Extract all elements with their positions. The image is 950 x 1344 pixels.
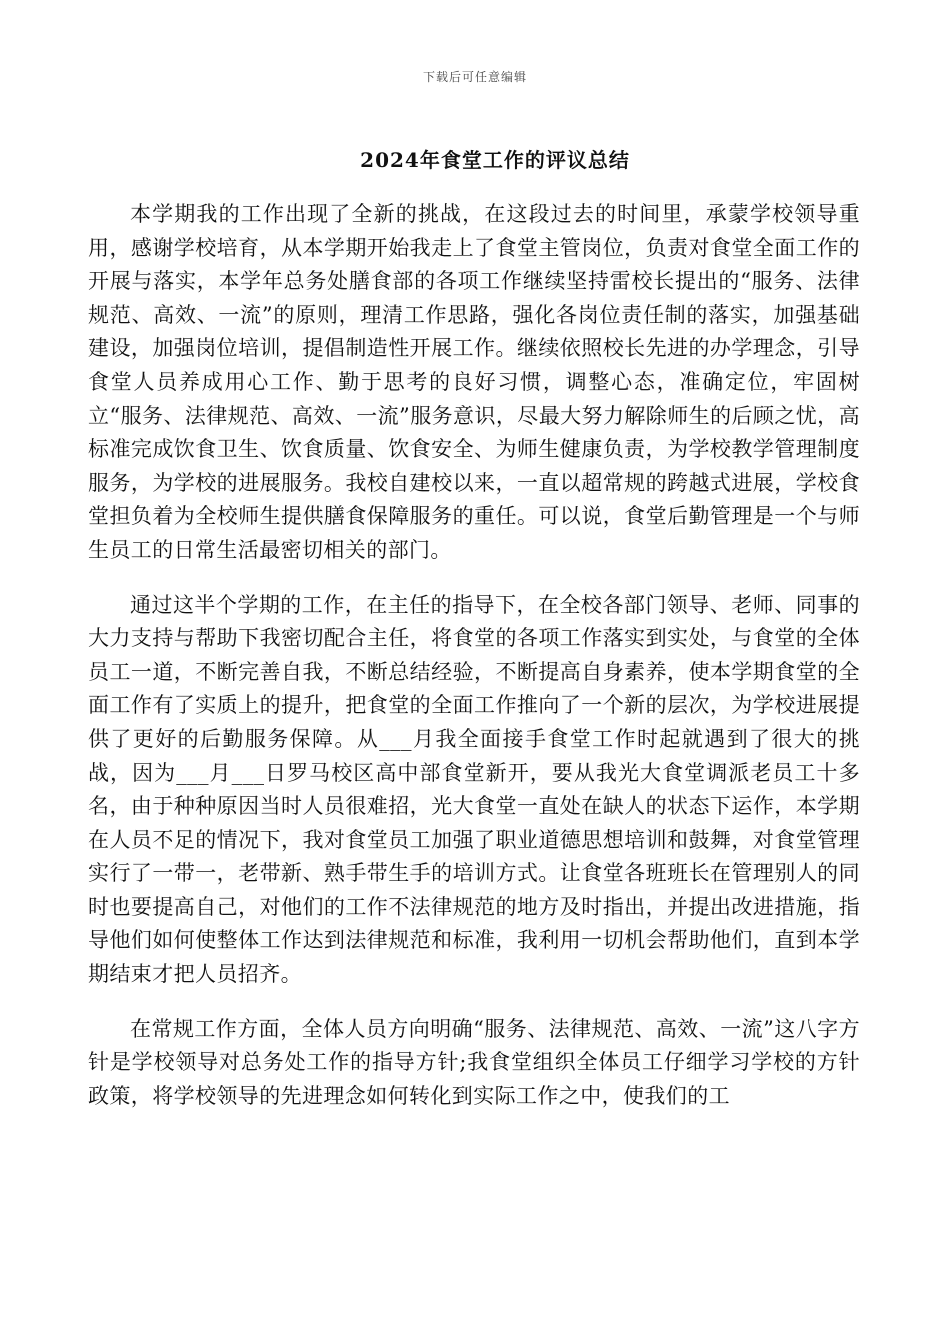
paragraph: 通过这半个学期的工作，在主任的指导下，在全校各部门领导、老师、同事的大力支持与帮助下我密切配合主任，将食堂的各项工作落实到实处，与食堂的全体员工一道，不断完善自我，不断总结经验，不断提高自身素养，使本学期食堂的全面工作有了实质上的提升，把食堂的全面工作推向了一个新的层次，为学校进展提供了更好的后勤服务保障。从___月我全面接手食堂工作时起就遇到了很大的挑战，因为___月___日罗马校区高中部食堂新开，要从我光大食堂调派老员工十多名，由于种种原因当时人员很难招，光大食堂一直处在缺人的状态下运作，本学期在人员不足的情况下，我对食堂员工加强了职业道德思想培训和鼓舞，对食堂管理实行了一带一，老带新、熟手带生手的培训方式。让食堂各班班长在管理别人的同时也要提高自己，对他们的工作不法律规范的地方及时指出，并提出改进措施，指导他们如何使整体工作达到法律规范和标准，我利用一切机会帮助他们，直到本学期结束才把人员招齐。 [88,592,860,987]
paragraph: 本学期我的工作出现了全新的挑战，在这段过去的时间里，承蒙学校领导重用，感谢学校培育，从本学期开始我走上了食堂主管岗位，负责对食堂全面工作的开展与落实，本学年总务处膳食部的各项工作继续坚持雷校长提出的“服务、法律规范、高效、一流”的原则，理清工作思路，强化各岗位责任制的落实，加强基础建设，加强岗位培训，提倡制造性开展工作。继续依照校长先进的办学理念，引导食堂人员养成用心工作、勤于思考的良好习惯，调整心态，准确定位，牢固树立“服务、法律规范、高效、一流”服务意识，尽最大努力解除师生的后顾之忧，高标准完成饮食卫生、饮食质量、饮食安全、为师生健康负责，为学校教学管理制度服务，为学校的进展服务。我校自建校以来，一直以超常规的跨越式进展，学校食堂担负着为全校师生提供膳食保障服务的重任。可以说，食堂后勤管理是一个与师生员工的日常生活最密切相关的部门。 [88,202,860,562]
header-note: 下载后可任意编辑 [422,70,527,84]
document-title: 2024年食堂工作的评议总结 [360,148,630,172]
document-body [88,198,860,1133]
paragraph: 在常规工作方面，全体人员方向明确“服务、法律规范、高效、一流”这八字方针是学校领导对总务处工作的指导方针;我食堂组织全体员工仔细学习学校的方针政策，将学校领导的先进理念如何转化到实际工作之中，使我们的工 [88,1016,860,1108]
